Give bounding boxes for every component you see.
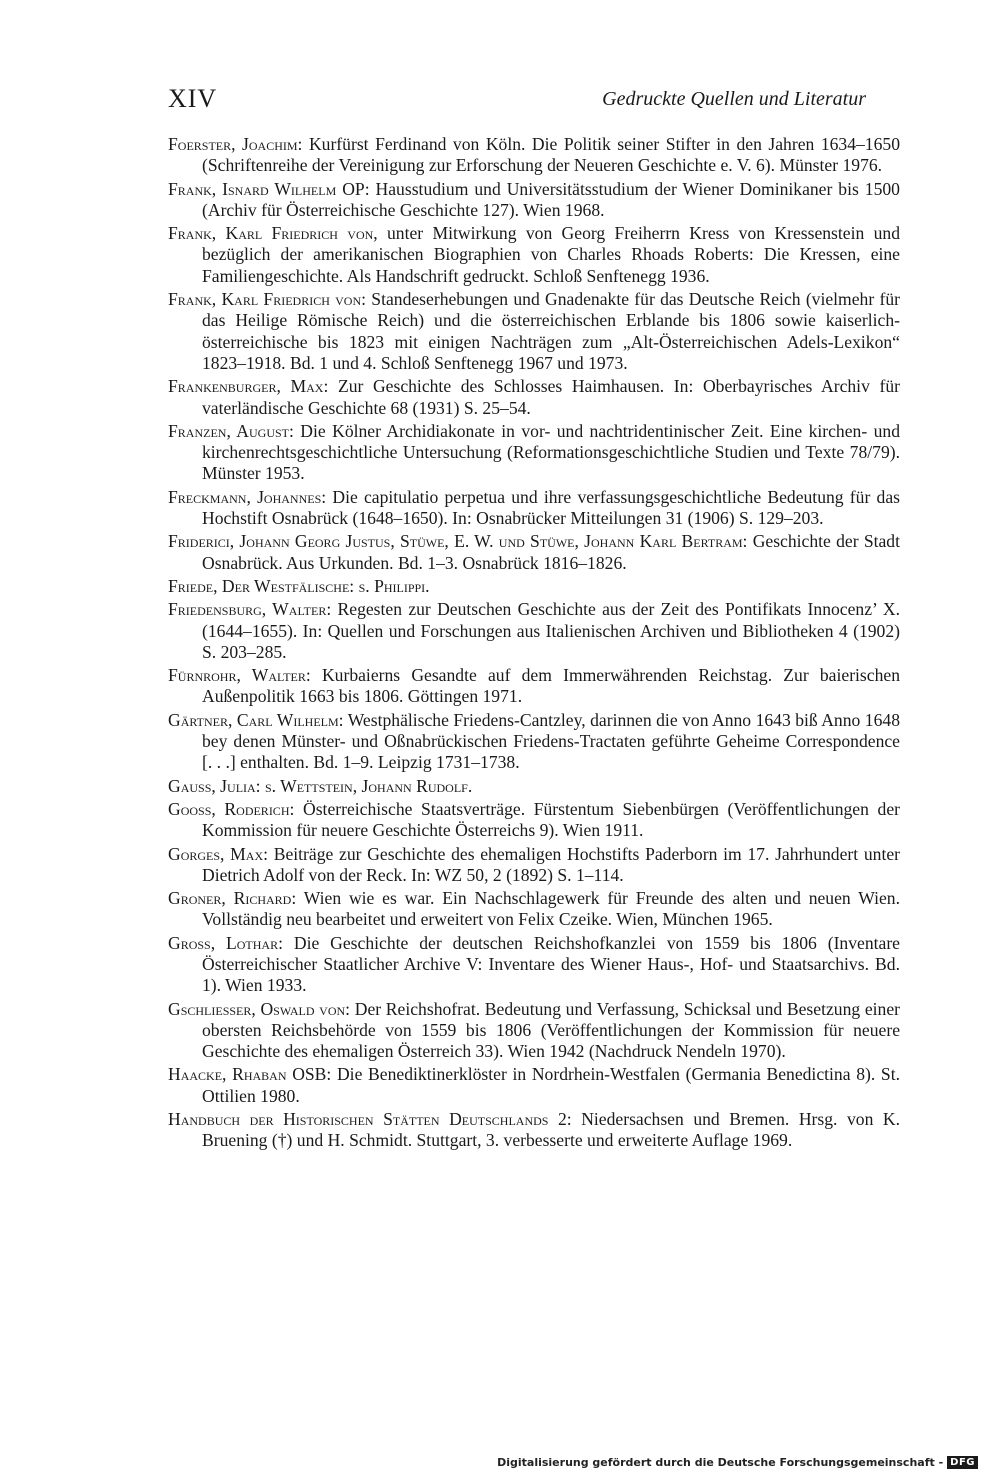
- entry-text: Die Geschichte der deutschen Reichshofkanzlei von 1559 bis 1806 (Inventare Österreichischer Staatlicher Archive V: Inventare des Wiener Haus-, Hof- und Staatsarchivs. Bd. 1). Wien 1933.: [202, 932, 900, 996]
- bibliography-entry: [168, 289, 900, 374]
- entry-author: Gorges, Max:: [168, 843, 269, 864]
- bibliography-entry: [168, 223, 900, 287]
- entry-author: Foerster, Joachim:: [168, 134, 303, 154]
- entry-text: Geschichte der Stadt Osnabrück. Aus Urkunden. Bd. 1–3. Osnabrück 1816–1826.: [202, 531, 900, 573]
- bibliography-entry: [168, 134, 900, 177]
- page-number: XIV: [168, 84, 218, 113]
- entry-text: Kurbaierns Gesandte auf dem Immerwährenden Reichstag. Zur baierischen Außenpolitik 1663 bis 1806. Göttingen 1971.: [202, 665, 900, 707]
- entry-text: Standeserhebungen und Gnadenakte für das Deutsche Reich (vielmehr für das Heilige Römische Reich) und die österreichischen Erblande bis 1806 sowie kaiserlich-österreichische bis 1823 mit einigen Nachträgen zum „Alt-Österreichischen Adels-Lexikon“ 1823–1918. Bd. 1 und 4. Schloß Senftenegg 1967 und 1973.: [202, 289, 900, 373]
- bibliography-entry: [168, 710, 900, 774]
- bibliography-entry: [168, 599, 900, 663]
- bibliography-entry: [168, 799, 900, 842]
- bibliography-entry: [168, 665, 900, 708]
- page-header: [168, 84, 868, 118]
- entry-author: Freckmann, Johannes:: [168, 486, 327, 507]
- entry-author: Frank, Isnard Wilhelm: [168, 178, 337, 199]
- entry-text: Die capitulatio perpetua und ihre verfassungsgeschichtliche Bedeutung für das Hochstift Osnabrück (1648–1650). In: Osnabrücker Mitteilungen 31 (1906) S. 129–203.: [202, 486, 900, 529]
- bibliography-entry: [168, 487, 900, 530]
- entry-text: Kurfürst Ferdinand von Köln. Die Politik seiner Stifter in den Jahren 1634–1650 (Schriftenreihe der Vereinigung zur Erforschung der Neueren Geschichte e. V. 6). Münster 1976.: [202, 134, 900, 176]
- entry-text: Regesten zur Deutschen Geschichte aus der Zeit des Pontifikats Innocenz’ X. (1644–1655). In: Quellen und Forschungen aus Italienischen Archiven und Bibliotheken 4 (1902) S. 203–285.: [202, 599, 900, 662]
- entry-author: Gschliesser, Oswald von:: [168, 998, 351, 1019]
- entry-text: Westphälische Friedens-Cantzley, darinnen die von Anno 1643 biß Anno 1648 bey denen Münster- und Oßnabrückischen Friedens-Tractaten geführte Geheime Correspondence [. . .] enthalten. Bd. 1–9. Leipzig 1731–1738.: [202, 709, 900, 773]
- entry-author: Gauss, Julia: s. Wettstein, Johann Rudolf.: [168, 775, 473, 796]
- entry-author: Frank, Karl Friedrich von,: [168, 223, 378, 244]
- entry-author: Haacke, Rhaban: [168, 1064, 287, 1085]
- entry-author: Frank, Karl Friedrich von:: [168, 289, 367, 310]
- entry-author: Handbuch der Historischen Stätten Deutschlands: [168, 1109, 549, 1130]
- entry-author: Gärtner, Carl Wilhelm:: [168, 709, 344, 730]
- entry-author: Friedensburg, Walter:: [168, 599, 332, 620]
- entry-text: Zur Geschichte des Schlosses Haimhausen. In: Oberbayrisches Archiv für vaterländische Geschichte 68 (1931) S. 25–54.: [202, 376, 900, 418]
- bibliography-entry: [168, 933, 900, 997]
- bibliography-entry: [168, 776, 900, 797]
- entry-author: Friede, Der Westfälische: s. Philippi.: [168, 575, 430, 596]
- entry-text: 2: Niedersachsen und Bremen. Hrsg. von K. Bruening (†) und H. Schmidt. Stuttgart, 3. verbesserte und erweiterte Auflage 1969.: [202, 1109, 901, 1151]
- bibliography-list: [168, 134, 900, 1154]
- entry-author: Franzen, August:: [168, 420, 294, 441]
- bibliography-entry: [168, 179, 900, 222]
- digitization-credit: Digitalisierung gefördert durch die Deutsche Forschungsgemeinschaft -: [497, 1455, 944, 1469]
- bibliography-entry: [168, 576, 900, 597]
- bibliography-entry: [168, 1109, 900, 1152]
- entry-author: Fürnrohr, Walter:: [168, 665, 311, 686]
- entry-text: unter Mitwirkung von Georg Freiherrn Kress von Kressenstein und bezüglich der amerikanischen Biographien von Charles Rhoads Roberts: Die Kressen, eine Familiengeschichte. Als Handschrift gedruckt. Schloß Senftenegg 1936.: [202, 223, 900, 286]
- bibliography-entry: [168, 1064, 900, 1107]
- bibliography-entry: [168, 888, 900, 931]
- entry-author: Groner, Richard:: [168, 888, 297, 909]
- dfg-logo-icon: DFG: [947, 1456, 978, 1469]
- running-title: Gedruckte Quellen und Literatur: [602, 88, 866, 110]
- entry-text: Wien wie es war. Ein Nachschlagewerk für Freunde des alten und neuen Wien. Vollständig neu bearbeitet und erweitert von Felix Czeike. Wien, München 1965.: [202, 888, 900, 930]
- entry-author: Friderici, Johann Georg Justus, Stüwe, E. W. und Stüwe, Johann Karl Bertram:: [168, 531, 748, 552]
- bibliography-entry: [168, 421, 900, 485]
- bibliography-entry: [168, 844, 900, 887]
- entry-text: Der Reichshofrat. Bedeutung und Verfassung, Schicksal und Besetzung einer obersten Reichsbehörde von 1559 bis 1806 (Veröffentlichungen der Kommission für neuere Geschichte des ehemaligen Österreich 33). Wien 1942 (Nachdruck Nendeln 1970).: [202, 998, 900, 1062]
- entry-author: Gooss, Roderich:: [168, 798, 295, 819]
- entry-author: Frankenburger, Max:: [168, 376, 329, 397]
- digitization-footer: [497, 1452, 978, 1472]
- entry-text: OP: Hausstudium und Universitätsstudium der Wiener Dominikaner bis 1500 (Archiv für Österreichische Geschichte 127). Wien 1968.: [202, 178, 900, 220]
- entry-text: Beiträge zur Geschichte des ehemaligen Hochstifts Paderborn im 17. Jahrhundert unter Dietrich Adolf von der Reck. In: WZ 50, 2 (1892) S. 1–114.: [202, 843, 900, 885]
- entry-text: OSB: Die Benediktinerklöster in Nordrhein-Westfalen (Germania Benedictina 8). St. Ottilien 1980.: [202, 1064, 900, 1106]
- bibliography-entry: [168, 376, 900, 419]
- entry-text: Österreichische Staatsverträge. Fürstentum Siebenbürgen (Veröffentlichungen der Kommission für neuere Geschichte Österreichs 9). Wien 1911.: [202, 798, 901, 841]
- entry-author: Gross, Lothar:: [168, 932, 283, 953]
- entry-text: Die Kölner Archidiakonate in vor- und nachtridentinischer Zeit. Eine kirchen- und kirchenrechtsgeschichtliche Untersuchung (Reformationsgeschichtliche Studien und Texte 78/79). Münster 1953.: [202, 420, 900, 484]
- bibliography-entry: [168, 531, 900, 574]
- bibliography-entry: [168, 999, 900, 1063]
